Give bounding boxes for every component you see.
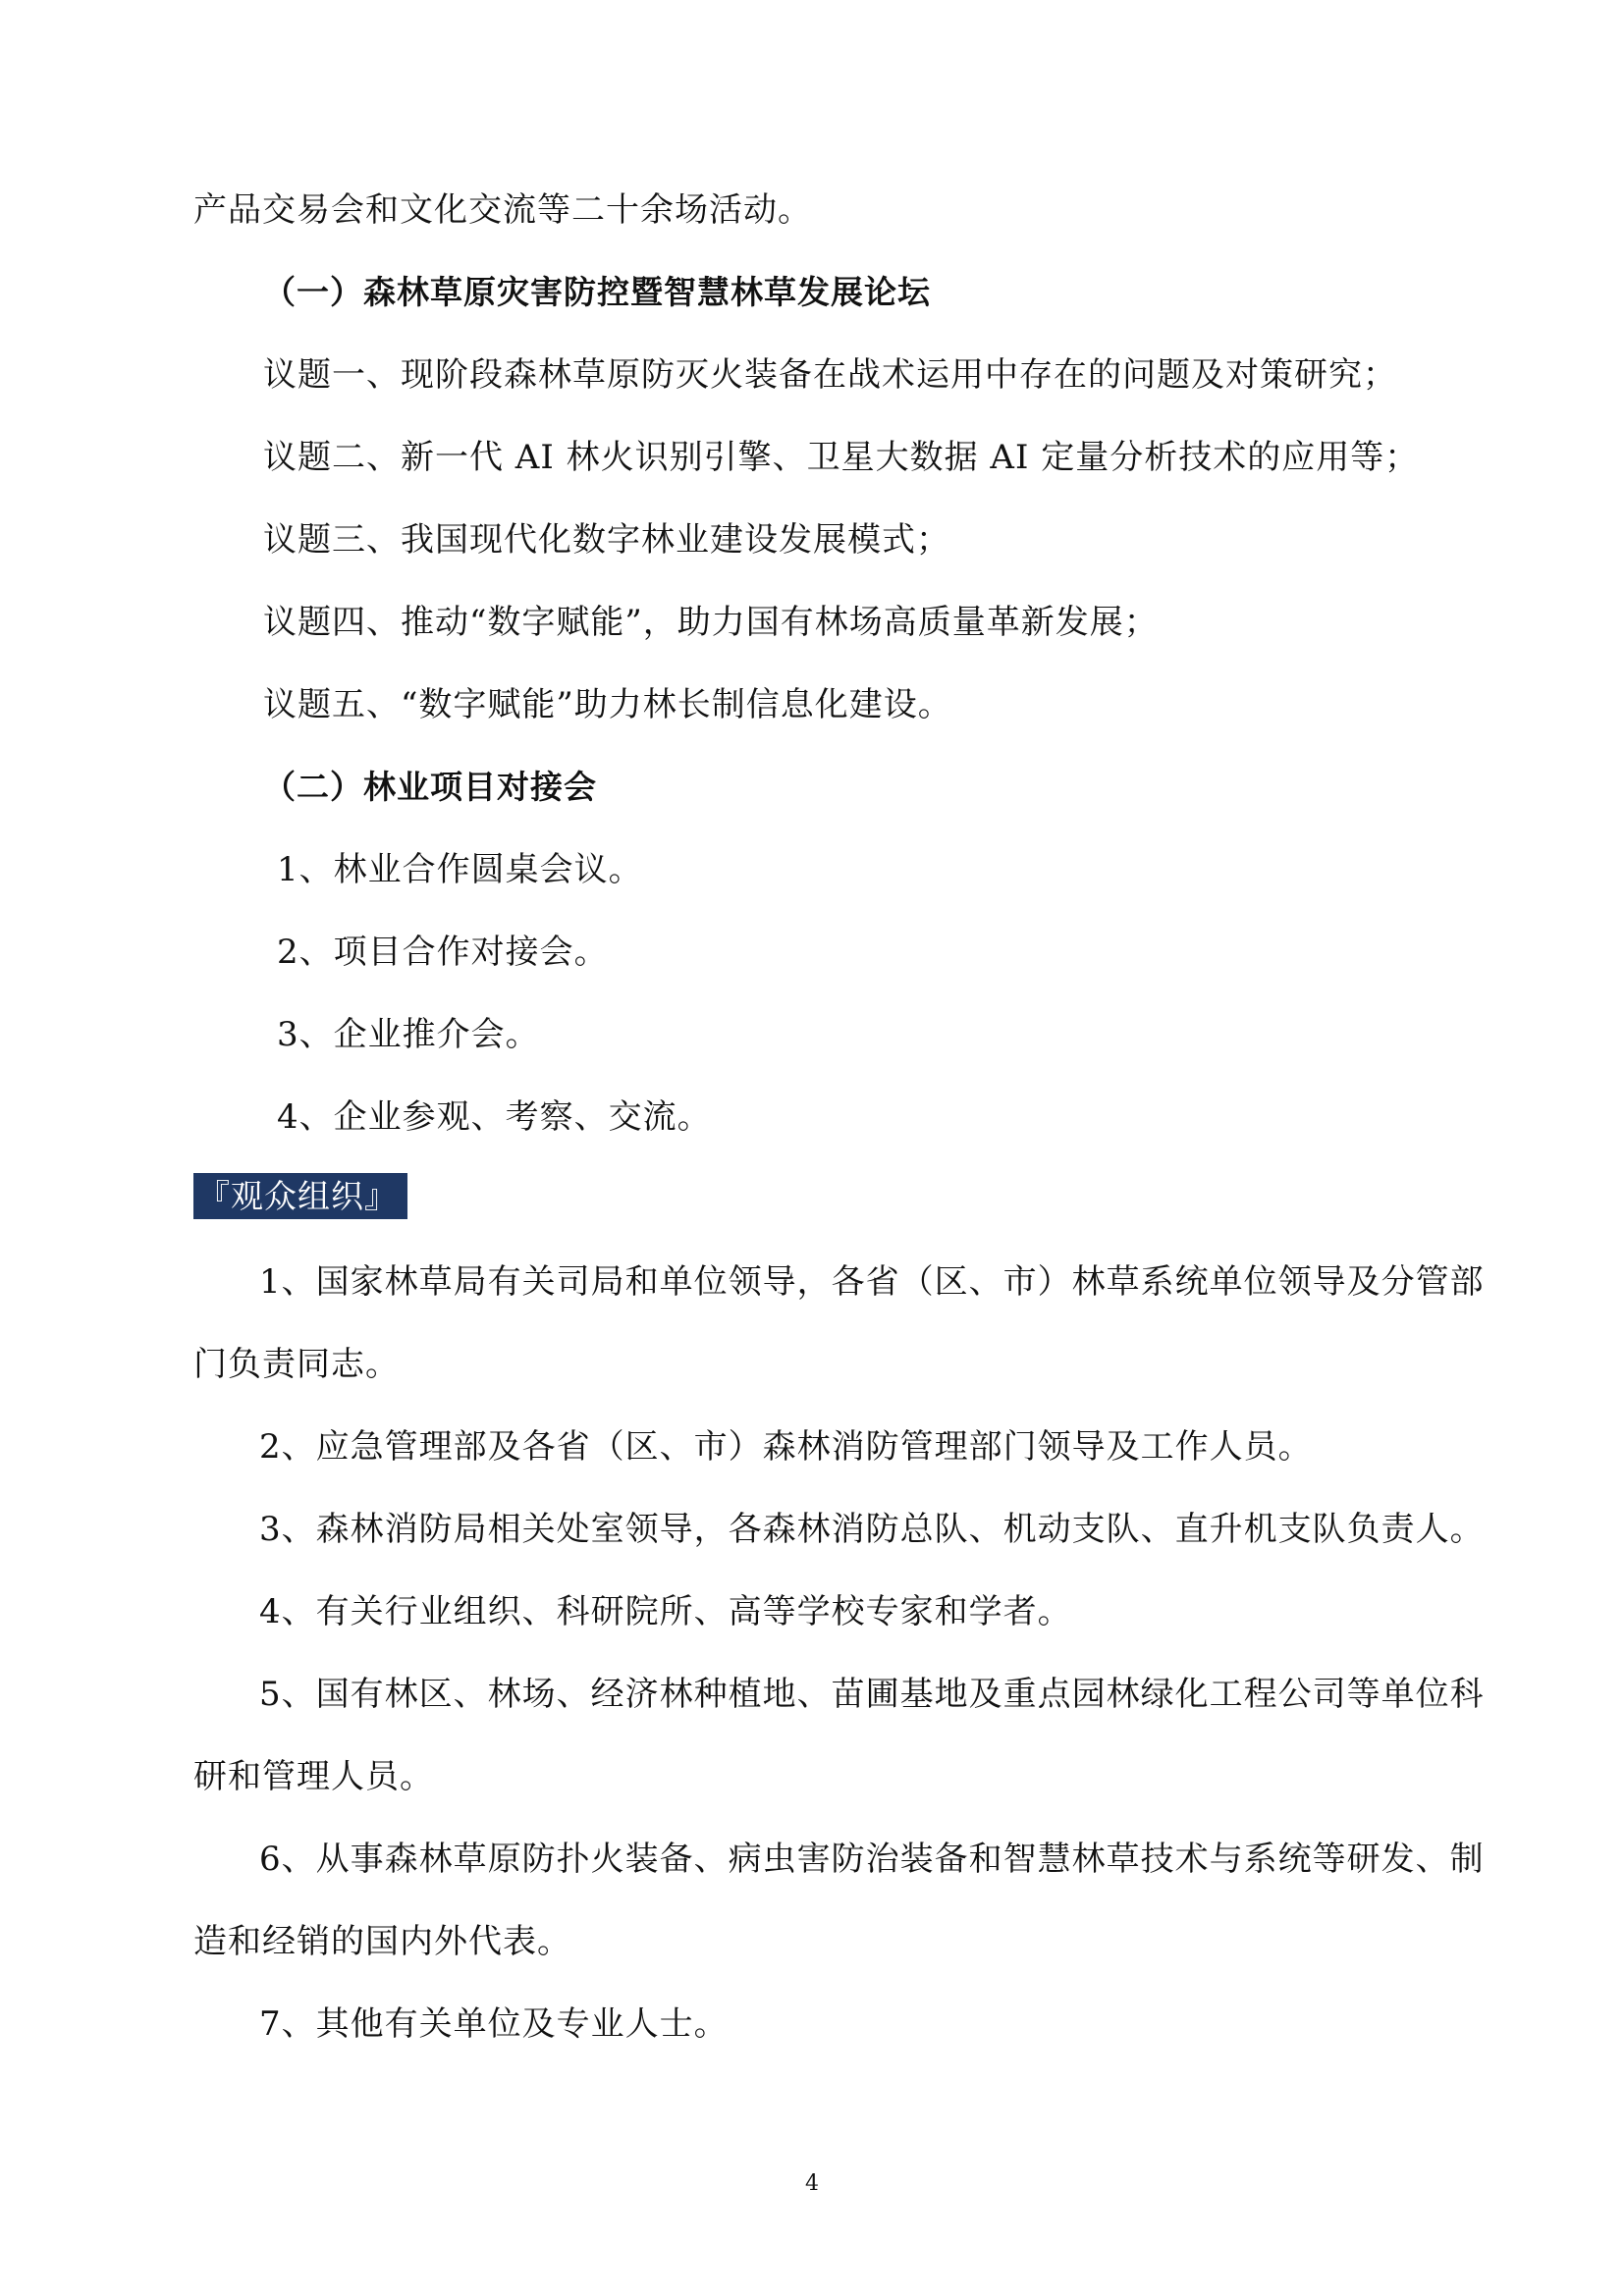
matchmaking-title: （二）林业项目对接会	[263, 768, 597, 806]
audience-line-6: 6、从事森林草原防扑火装备、病虫害防治装备和智慧林草技术与系统等研发、制	[259, 1840, 1485, 1879]
audience-line-3: 3、森林消防局相关处室领导，各森林消防总队、机动支队、直升机支队负责人。	[259, 1510, 1485, 1549]
page-number: 4	[805, 2171, 819, 2196]
audience-line-1-continued: 门负责同志。	[193, 1345, 400, 1384]
matchmaking-item-4: 4、企业参观、考察、交流。	[277, 1097, 712, 1137]
forum-topic-2: 议题二、新一代 AI 林火识别引擎、卫星大数据 AI 定量分析技术的应用等；	[263, 438, 1420, 477]
audience-line-4: 4、有关行业组织、科研院所、高等学校专家和学者。	[259, 1592, 1072, 1631]
audience-line-5: 5、国有林区、林场、经济林种植地、苗圃基地及重点园林绿化工程公司等单位科	[259, 1675, 1485, 1714]
audience-section-heading: 『观众组织』	[193, 1173, 407, 1219]
audience-line-7: 7、其他有关单位及专业人士。	[259, 2004, 729, 2044]
intro-paragraph: 产品交易会和文化交流等二十余场活动。	[193, 190, 812, 230]
audience-line-1: 1、国家林草局有关司局和单位领导，各省（区、市）林草系统单位领导及分管部	[259, 1262, 1485, 1302]
forum-topic-1: 议题一、现阶段森林草原防灭火装备在战术运用中存在的问题及对策研究；	[263, 355, 1397, 395]
matchmaking-item-3: 3、企业推介会。	[277, 1015, 540, 1054]
matchmaking-item-2: 2、项目合作对接会。	[277, 933, 609, 972]
forum-topic-5: 议题五、“数字赋能”助力林长制信息化建设。	[263, 685, 952, 724]
forum-topic-3: 议题三、我国现代化数字林业建设发展模式；	[263, 520, 950, 560]
forum-topic-4: 议题四、推动“数字赋能”，助力国有林场高质量革新发展；	[263, 603, 1159, 642]
audience-line-6-continued: 造和经销的国内外代表。	[193, 1922, 571, 1961]
audience-line-5-continued: 研和管理人员。	[193, 1757, 434, 1796]
matchmaking-item-1: 1、林业合作圆桌会议。	[277, 850, 643, 889]
forum-title: （一）森林草原灾害防控暨智慧林草发展论坛	[263, 273, 931, 311]
audience-line-2: 2、应急管理部及各省（区、市）森林消防管理部门领导及工作人员。	[259, 1427, 1313, 1467]
